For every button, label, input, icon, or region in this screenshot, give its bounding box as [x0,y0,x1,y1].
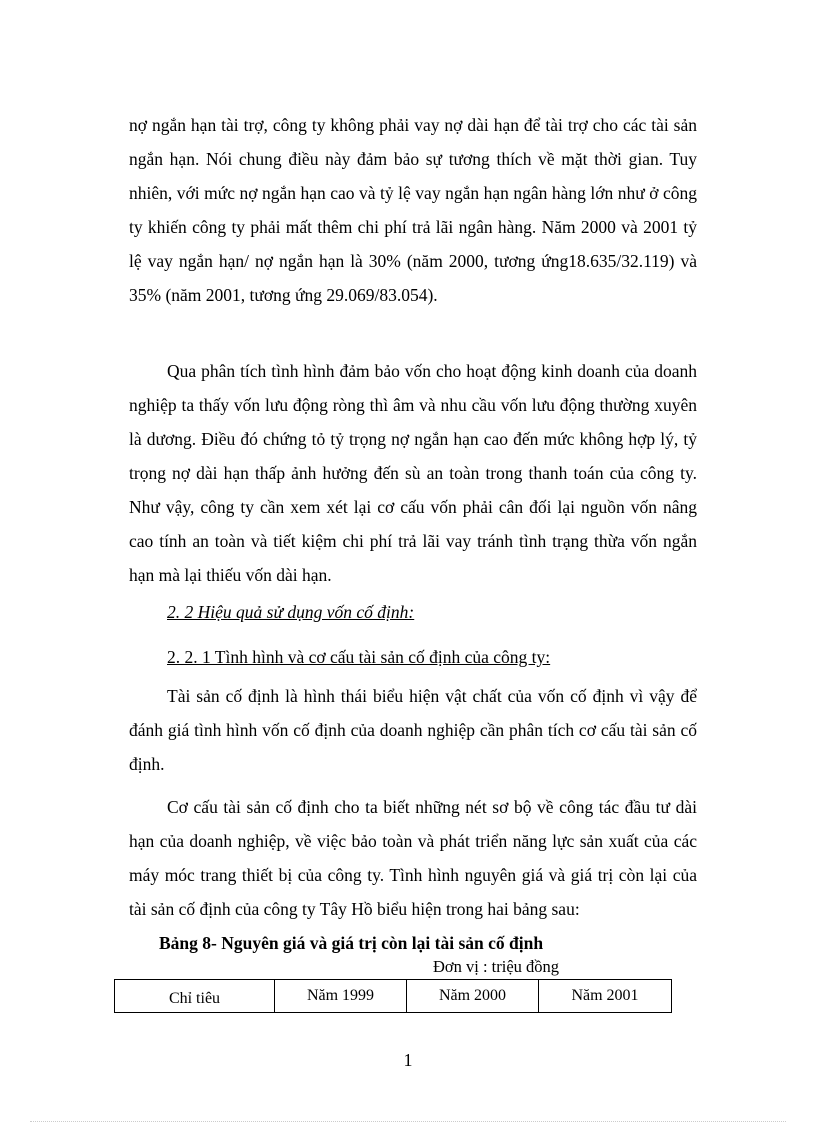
paragraph-capital-analysis: Qua phân tích tình hình đảm bảo vốn cho hoạt động kinh doanh của doanh nghiệp ta thấy vốn lưu động ròng thì âm và nhu cầu vốn lưu động thường xuyên là dương. Điều đó chứng tỏ tỷ trọng nợ ngắn hạn cao đến mức không hợp lý, tỷ trọng nợ dài hạn thấp ảnh hưởng đến sù an toàn trong thanh toán của công ty. Như vậy, công ty cần xem xét lại cơ cấu vốn phải cân đối lại nguồn vốn nâng cao tính an toàn và tiết kiệm chi phí trả lãi vay tránh tình trạng thừa vốn ngắn hạn mà lại thiếu vốn dài hạn. [129,361,697,585]
page-number: 1 [403,1050,413,1070]
table-caption: Bảng 8- Nguyên giá và giá trị còn lại tài sản cố định [159,933,544,953]
table-header-row [115,980,672,1013]
header-cell-2000: Năm 2000 [407,980,539,1013]
header-cell-1999: Năm 1999 [275,980,407,1013]
subsection-heading: 2. 2. 1 Tình hình và cơ cấu tài sản cố định của công ty: [167,647,551,667]
paragraph-short-term-debt: nợ ngắn hạn tài trợ, công ty không phải vay nợ dài hạn để tài trợ cho các tài sản ngắn hạn. Nói chung điều này đảm bảo sự tương thích về mặt thời gian. Tuy nhiên, với mức nợ ngắn hạn cao và tỷ lệ vay ngắn hạn ngân hàng lớn như ở công ty khiến công ty phải mất thêm chi phí trả lãi ngân hàng. Năm 2000 và 2001 tỷ lệ vay ngắn hạn/ nợ ngắn hạn là 30% (năm 2000, tương ứng18.635/32.119) và 35% (năm 2001, tương ứng 29.069/83.054). [129,115,697,305]
paragraph-fixed-assets: Tài sản cố định là hình thái biểu hiện vật chất của vốn cố định vì vậy để đánh giá tình hình vốn cố định của doanh nghiệp cần phân tích cơ cấu tài sản cố định. [129,686,697,774]
section-heading: 2. 2 Hiệu quả sử dụng vốn cố định: [167,602,415,622]
fixed-assets-table [114,979,672,1013]
header-cell-indicator: Chỉ tiêu [115,980,275,1013]
paragraph-asset-structure: Cơ cấu tài sản cố định cho ta biết những nét sơ bộ về công tác đầu tư dài hạn của doanh nghiệp, về việc bảo toàn và phát triển năng lực sản xuất của các máy móc trang thiết bị của công ty. Tình hình nguyên giá và giá trị còn lại của tài sản cố định của công ty Tây Hồ biểu hiện trong hai bảng sau: [129,797,697,919]
page-bottom-divider [30,1121,786,1122]
table-unit: Đơn vị : triệu đồng [433,957,560,976]
header-cell-2001: Năm 2001 [539,980,672,1013]
